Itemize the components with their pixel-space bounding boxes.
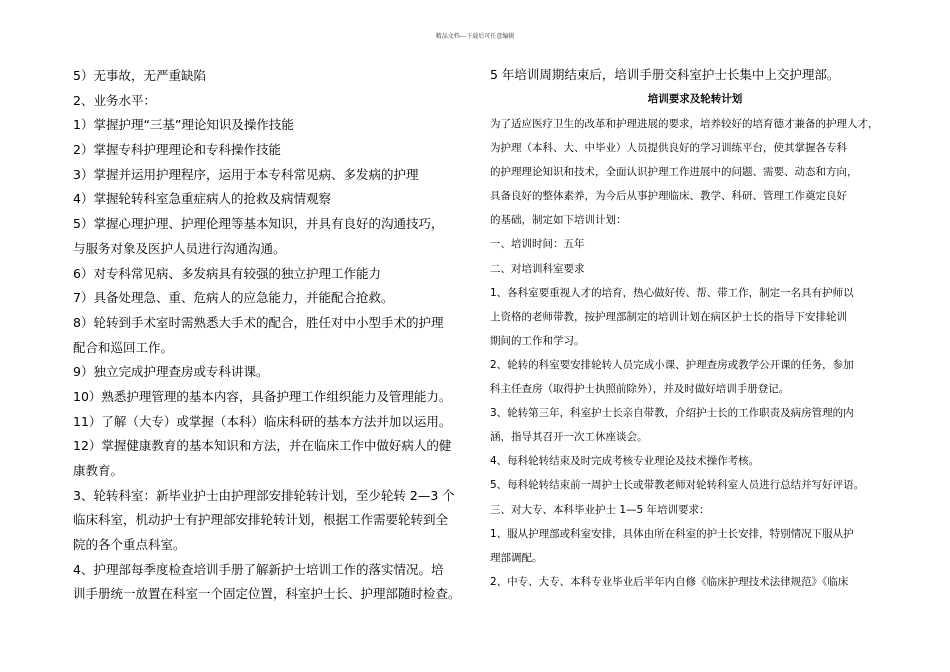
text-line: 上资格的老师带教，按护理部制定的培训计划在病区护士长的指导下安排轮训 (490, 310, 847, 323)
text-line: 6）对专科常见病、多发病具有较强的独立护理工作能力 (73, 265, 381, 281)
section-title: 培训要求及轮转计划 (647, 93, 743, 105)
text-line: 11）了解（大专）或掌握（本科）临床科研的基本方法并加以运用。 (73, 413, 452, 429)
text-line: 院的各个重点科室。 (73, 537, 186, 553)
page-header: 精品文档---下载后可任意编辑 (435, 33, 515, 40)
text-line: 三、对大专、本科毕业护士 1—5 年培训要求： (490, 503, 710, 516)
text-line: 为护理（本科、大、中毕业）人员提供良好的学习训练平台，使其掌握各专科 (490, 142, 847, 155)
text-line: 5）掌握心理护理、护理伦理等基本知识，并具有良好的沟通技巧， (73, 216, 444, 232)
text-line: 4、每科轮转结束及时完成考核专业理论及技术操作考核。 (490, 455, 760, 468)
text-line: 2）掌握专科护理理论和专科操作技能 (73, 142, 281, 158)
text-line: 3、轮转科室：新毕业护士由护理部安排轮转计划，至少轮转 2—3 个 (73, 487, 455, 503)
text-line: 4）掌握轮转科室急重症病人的抢救及病情观察 (73, 191, 331, 207)
text-line: 康教育。 (73, 463, 124, 478)
text-line: 二、对培训科室要求 (490, 262, 585, 275)
text-line: 1）掌握护理“三基”理论知识及操作技能 (73, 117, 294, 133)
text-line: 科主任查房（取得护士执照前除外），并及时做好培训手册登记。 (490, 383, 790, 396)
left-column (73, 64, 473, 607)
text-line: 训手册统一放置在科室一个固定位置，科室护士长、护理部随时检查。 (73, 586, 461, 602)
text-line: 涵，指导其召开一次工休座谈会。 (490, 431, 648, 444)
text-line: 具备良好的整体素养，为今后从事护理临床、教学、科研、管理工作奠定良好 (490, 190, 847, 203)
text-line: 4、护理部每季度检查培训手册了解新护士培训工作的落实情况。培 (73, 561, 444, 577)
text-line: 理部调配。 (490, 551, 543, 564)
text-line: 9）独立完成护理查房或专科讲课。 (73, 364, 269, 380)
text-line: 8）轮转到手术室时需熟悉大手术的配合，胜任对中小型手术的护理 (73, 314, 444, 330)
text-line: 10）熟悉护理管理的基本内容，具备护理工作组织能力及管理能力。 (73, 388, 452, 404)
text-line: 2、业务水平： (73, 92, 156, 108)
text-line: 7）具备处理急、重、危病人的应急能力，并能配合抢救。 (73, 290, 394, 306)
text-line: 2、轮转的科室要安排轮转人员完成小课、护理查房或教学公开课的任务，参加 (490, 358, 854, 371)
text-line: 的护理理论知识和技术，全面认识护理工作进展中的问题、需要、动态和方向， (490, 166, 858, 179)
text-line: 5 年培训周期结束后，培训手册交科室护士长集中上交护理部。 (490, 67, 840, 82)
text-line: 1、各科室要重视人才的培育，热心做好传、帮、带工作，制定一名具有护师以 (490, 286, 854, 299)
text-line: 3、轮转第三年，科室护士长亲自带教，介绍护士长的工作职责及病房管理的内 (490, 407, 854, 420)
text-line: 临床科室，机动护士有护理部安排轮转计划，根据工作需要轮转到全 (73, 512, 449, 528)
text-line: 2、中专、大专、本科专业毕业后半年内自修《临床护理技术法律规范》《临床 (490, 575, 849, 588)
text-line: 为了适应医疗卫生的改革和护理进展的要求，培养较好的培育德才兼备的护理人才， (490, 118, 879, 130)
text-line: 与服务对象及医护人员进行沟通沟通。 (73, 240, 286, 256)
text-line: 的基础，制定如下培训计划： (490, 214, 627, 227)
text-line: 12）掌握健康教育的基本知识和方法，并在临床工作中做好病人的健 (73, 438, 452, 454)
text-line: 5）无事故，无严重缺陷 (73, 68, 206, 83)
text-line: 配合和巡回工作。 (73, 339, 174, 355)
text-line: 5、每科轮转结束前一周护士长或带教老师对轮转科室人员进行总结并写好评语。 (490, 479, 865, 492)
text-line: 期间的工作和学习。 (490, 334, 585, 347)
text-line: 3）掌握并运用护理程序，运用于本专科常见病、多发病的护理 (73, 166, 419, 182)
text-line: 1、服从护理部或科室安排，具体由所在科室的护士长安排，特别情况下服从护 (490, 527, 854, 540)
text-line: 一、培训时间：五年 (490, 238, 585, 251)
right-column (490, 64, 890, 594)
